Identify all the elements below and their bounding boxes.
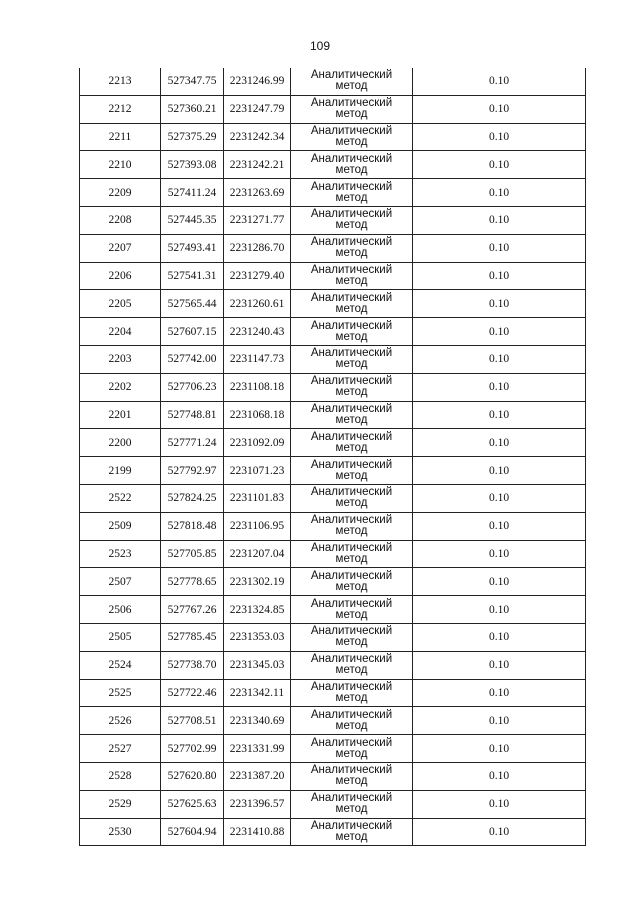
point-id-cell: 2210: [80, 151, 161, 179]
method-line-1: Аналитический: [310, 375, 393, 388]
method-line-2: метод: [335, 775, 368, 788]
method-cell: [291, 568, 413, 596]
method-line-2: метод: [335, 330, 368, 343]
y-coordinate-cell: 2231263.69: [224, 179, 291, 207]
point-id-cell: 2200: [80, 429, 161, 457]
method-line-2: метод: [335, 664, 368, 677]
point-id-cell: 2207: [80, 234, 161, 262]
y-coordinate-cell: 2231396.57: [224, 790, 291, 818]
method-cell: [291, 790, 413, 818]
accuracy-cell: 0.10: [413, 179, 586, 207]
method-line-2: метод: [335, 302, 368, 315]
point-id-cell: 2205: [80, 290, 161, 318]
table-row: [80, 373, 586, 401]
method-line-1: Аналитический: [310, 458, 393, 471]
accuracy-cell: 0.10: [413, 206, 586, 234]
method-line-1: Аналитический: [310, 124, 393, 137]
y-coordinate-cell: 2231207.04: [224, 540, 291, 568]
y-coordinate-cell: 2231242.34: [224, 123, 291, 151]
accuracy-cell: 0.10: [413, 318, 586, 346]
table-row: [80, 484, 586, 512]
method-line-2: метод: [335, 219, 368, 232]
table-row: [80, 234, 586, 262]
method-line-2: метод: [335, 803, 368, 816]
method-line-2: метод: [335, 636, 368, 649]
x-coordinate-cell: 527771.24: [161, 429, 224, 457]
y-coordinate-cell: 2231240.43: [224, 318, 291, 346]
y-coordinate-cell: 2231147.73: [224, 345, 291, 373]
table-row: [80, 707, 586, 735]
coordinates-table: [79, 68, 586, 846]
y-coordinate-cell: 2231247.79: [224, 95, 291, 123]
table-row: [80, 123, 586, 151]
accuracy-cell: 0.10: [413, 679, 586, 707]
accuracy-cell: 0.10: [413, 401, 586, 429]
method-cell: [291, 234, 413, 262]
point-id-cell: 2212: [80, 95, 161, 123]
page-number: 109: [309, 39, 331, 53]
accuracy-cell: 0.10: [413, 512, 586, 540]
y-coordinate-cell: 2231387.20: [224, 762, 291, 790]
method-cell: [291, 735, 413, 763]
accuracy-cell: 0.10: [413, 540, 586, 568]
table-row: [80, 762, 586, 790]
method-cell: [291, 345, 413, 373]
x-coordinate-cell: 527818.48: [161, 512, 224, 540]
method-line-1: Аналитический: [310, 291, 393, 304]
x-coordinate-cell: 527705.85: [161, 540, 224, 568]
accuracy-cell: 0.10: [413, 373, 586, 401]
method-line-2: метод: [335, 691, 368, 704]
x-coordinate-cell: 527347.75: [161, 68, 224, 95]
method-cell: [291, 151, 413, 179]
table-row: [80, 429, 586, 457]
x-coordinate-cell: 527767.26: [161, 596, 224, 624]
point-id-cell: 2526: [80, 707, 161, 735]
method-line-2: метод: [335, 525, 368, 538]
table-row: [80, 540, 586, 568]
method-line-1: Аналитический: [310, 680, 393, 693]
method-line-2: метод: [335, 80, 368, 93]
method-cell: [291, 95, 413, 123]
y-coordinate-cell: 2231271.77: [224, 206, 291, 234]
method-cell: [291, 623, 413, 651]
method-line-1: Аналитический: [310, 69, 393, 82]
point-id-cell: 2201: [80, 401, 161, 429]
method-line-2: метод: [335, 497, 368, 510]
method-line-1: Аналитический: [310, 208, 393, 221]
method-line-2: метод: [335, 830, 368, 843]
x-coordinate-cell: 527824.25: [161, 484, 224, 512]
accuracy-cell: 0.10: [413, 484, 586, 512]
accuracy-cell: 0.10: [413, 651, 586, 679]
method-cell: [291, 540, 413, 568]
table-row: [80, 179, 586, 207]
point-id-cell: 2524: [80, 651, 161, 679]
method-cell: [291, 707, 413, 735]
method-cell: [291, 679, 413, 707]
point-id-cell: 2209: [80, 179, 161, 207]
table-row: [80, 679, 586, 707]
method-line-1: Аналитический: [310, 236, 393, 249]
y-coordinate-cell: 2231068.18: [224, 401, 291, 429]
accuracy-cell: 0.10: [413, 68, 586, 95]
point-id-cell: 2202: [80, 373, 161, 401]
accuracy-cell: 0.10: [413, 762, 586, 790]
accuracy-cell: 0.10: [413, 735, 586, 763]
accuracy-cell: 0.10: [413, 234, 586, 262]
x-coordinate-cell: 527565.44: [161, 290, 224, 318]
x-coordinate-cell: 527411.24: [161, 179, 224, 207]
table-row: [80, 290, 586, 318]
x-coordinate-cell: 527708.51: [161, 707, 224, 735]
x-coordinate-cell: 527706.23: [161, 373, 224, 401]
method-line-1: Аналитический: [310, 653, 393, 666]
method-line-2: метод: [335, 747, 368, 760]
method-cell: [291, 318, 413, 346]
method-cell: [291, 68, 413, 95]
table-row: [80, 818, 586, 846]
point-id-cell: 2527: [80, 735, 161, 763]
x-coordinate-cell: 527445.35: [161, 206, 224, 234]
method-line-2: метод: [335, 163, 368, 176]
y-coordinate-cell: 2231286.70: [224, 234, 291, 262]
accuracy-cell: 0.10: [413, 95, 586, 123]
point-id-cell: 2211: [80, 123, 161, 151]
point-id-cell: 2206: [80, 262, 161, 290]
table-row: [80, 457, 586, 485]
method-line-1: Аналитический: [310, 541, 393, 554]
accuracy-cell: 0.10: [413, 623, 586, 651]
point-id-cell: 2529: [80, 790, 161, 818]
y-coordinate-cell: 2231342.11: [224, 679, 291, 707]
accuracy-cell: 0.10: [413, 345, 586, 373]
y-coordinate-cell: 2231101.83: [224, 484, 291, 512]
x-coordinate-cell: 527493.41: [161, 234, 224, 262]
method-line-2: метод: [335, 608, 368, 621]
y-coordinate-cell: 2231353.03: [224, 623, 291, 651]
method-line-2: метод: [335, 413, 368, 426]
accuracy-cell: 0.10: [413, 123, 586, 151]
table-row: [80, 512, 586, 540]
method-line-1: Аналитический: [310, 625, 393, 638]
table-row: [80, 790, 586, 818]
accuracy-cell: 0.10: [413, 596, 586, 624]
method-line-1: Аналитический: [310, 708, 393, 721]
method-line-1: Аналитический: [310, 152, 393, 165]
table-row: [80, 206, 586, 234]
point-id-cell: 2208: [80, 206, 161, 234]
method-cell: [291, 457, 413, 485]
method-cell: [291, 484, 413, 512]
method-line-1: Аналитический: [310, 347, 393, 360]
point-id-cell: 2506: [80, 596, 161, 624]
table-row: [80, 623, 586, 651]
y-coordinate-cell: 2231260.61: [224, 290, 291, 318]
method-line-2: метод: [335, 135, 368, 148]
method-line-1: Аналитический: [310, 764, 393, 777]
point-id-cell: 2213: [80, 68, 161, 95]
accuracy-cell: 0.10: [413, 429, 586, 457]
point-id-cell: 2507: [80, 568, 161, 596]
y-coordinate-cell: 2231340.69: [224, 707, 291, 735]
y-coordinate-cell: 2231410.88: [224, 818, 291, 846]
method-line-1: Аналитический: [310, 569, 393, 582]
x-coordinate-cell: 527738.70: [161, 651, 224, 679]
table-row: [80, 318, 586, 346]
table-row: [80, 68, 586, 95]
method-cell: [291, 290, 413, 318]
method-cell: [291, 818, 413, 846]
accuracy-cell: 0.10: [413, 568, 586, 596]
y-coordinate-cell: 2231279.40: [224, 262, 291, 290]
accuracy-cell: 0.10: [413, 290, 586, 318]
method-cell: [291, 651, 413, 679]
y-coordinate-cell: 2231345.03: [224, 651, 291, 679]
method-line-1: Аналитический: [310, 792, 393, 805]
method-cell: [291, 123, 413, 151]
x-coordinate-cell: 527785.45: [161, 623, 224, 651]
point-id-cell: 2199: [80, 457, 161, 485]
method-cell: [291, 179, 413, 207]
y-coordinate-cell: 2231071.23: [224, 457, 291, 485]
accuracy-cell: 0.10: [413, 457, 586, 485]
x-coordinate-cell: 527742.00: [161, 345, 224, 373]
table-row: [80, 568, 586, 596]
point-id-cell: 2522: [80, 484, 161, 512]
x-coordinate-cell: 527702.99: [161, 735, 224, 763]
method-line-1: Аналитический: [310, 319, 393, 332]
method-line-1: Аналитический: [310, 819, 393, 832]
method-line-2: метод: [335, 247, 368, 260]
x-coordinate-cell: 527393.08: [161, 151, 224, 179]
method-line-1: Аналитический: [310, 597, 393, 610]
y-coordinate-cell: 2231246.99: [224, 68, 291, 95]
x-coordinate-cell: 527722.46: [161, 679, 224, 707]
x-coordinate-cell: 527792.97: [161, 457, 224, 485]
point-id-cell: 2530: [80, 818, 161, 846]
y-coordinate-cell: 2231108.18: [224, 373, 291, 401]
point-id-cell: 2525: [80, 679, 161, 707]
method-line-2: метод: [335, 552, 368, 565]
accuracy-cell: 0.10: [413, 262, 586, 290]
x-coordinate-cell: 527748.81: [161, 401, 224, 429]
y-coordinate-cell: 2231331.99: [224, 735, 291, 763]
table-row: [80, 262, 586, 290]
x-coordinate-cell: 527620.80: [161, 762, 224, 790]
x-coordinate-cell: 527375.29: [161, 123, 224, 151]
table-row: [80, 95, 586, 123]
x-coordinate-cell: 527604.94: [161, 818, 224, 846]
x-coordinate-cell: 527778.65: [161, 568, 224, 596]
method-line-2: метод: [335, 719, 368, 732]
method-line-1: Аналитический: [310, 263, 393, 276]
method-cell: [291, 373, 413, 401]
accuracy-cell: 0.10: [413, 790, 586, 818]
y-coordinate-cell: 2231242.21: [224, 151, 291, 179]
method-cell: [291, 206, 413, 234]
x-coordinate-cell: 527607.15: [161, 318, 224, 346]
method-line-2: метод: [335, 469, 368, 482]
point-id-cell: 2505: [80, 623, 161, 651]
method-cell: [291, 596, 413, 624]
table-row: [80, 151, 586, 179]
y-coordinate-cell: 2231324.85: [224, 596, 291, 624]
method-line-1: Аналитический: [310, 486, 393, 499]
accuracy-cell: 0.10: [413, 151, 586, 179]
method-line-1: Аналитический: [310, 736, 393, 749]
method-cell: [291, 429, 413, 457]
y-coordinate-cell: 2231092.09: [224, 429, 291, 457]
method-cell: [291, 512, 413, 540]
method-cell: [291, 401, 413, 429]
table-body: [80, 68, 586, 846]
table-row: [80, 596, 586, 624]
method-line-1: Аналитический: [310, 430, 393, 443]
method-line-2: метод: [335, 274, 368, 287]
table-row: [80, 401, 586, 429]
y-coordinate-cell: 2231106.95: [224, 512, 291, 540]
point-id-cell: 2204: [80, 318, 161, 346]
method-line-2: метод: [335, 441, 368, 454]
table-row: [80, 735, 586, 763]
x-coordinate-cell: 527541.31: [161, 262, 224, 290]
x-coordinate-cell: 527360.21: [161, 95, 224, 123]
method-cell: [291, 262, 413, 290]
point-id-cell: 2528: [80, 762, 161, 790]
x-coordinate-cell: 527625.63: [161, 790, 224, 818]
method-line-1: Аналитический: [310, 402, 393, 415]
method-line-1: Аналитический: [310, 514, 393, 527]
method-cell: [291, 762, 413, 790]
table-row: [80, 345, 586, 373]
y-coordinate-cell: 2231302.19: [224, 568, 291, 596]
method-line-2: метод: [335, 358, 368, 371]
accuracy-cell: 0.10: [413, 707, 586, 735]
point-id-cell: 2523: [80, 540, 161, 568]
method-line-2: метод: [335, 386, 368, 399]
method-line-1: Аналитический: [310, 180, 393, 193]
point-id-cell: 2203: [80, 345, 161, 373]
table-row: [80, 651, 586, 679]
point-id-cell: 2509: [80, 512, 161, 540]
method-line-2: метод: [335, 580, 368, 593]
method-line-1: Аналитический: [310, 97, 393, 110]
method-line-2: метод: [335, 108, 368, 121]
accuracy-cell: 0.10: [413, 818, 586, 846]
method-line-2: метод: [335, 191, 368, 204]
